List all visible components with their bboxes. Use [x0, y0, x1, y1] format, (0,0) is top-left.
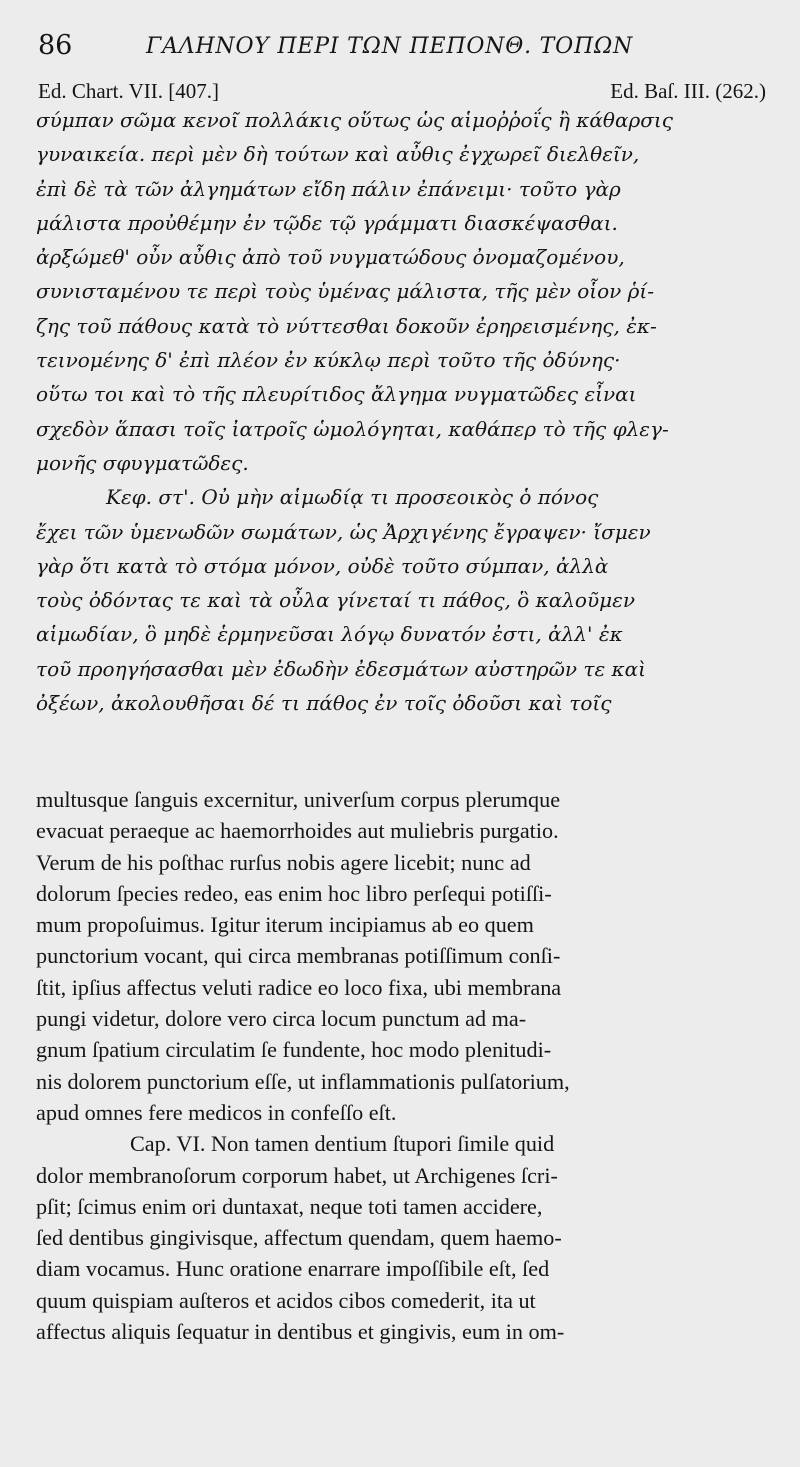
greek-text-block — [36, 103, 766, 720]
greek-line: γὰρ ὅτι κατὰ τὸ στόμα μόνον, οὐδὲ τοῦτο σύμπαν, ἀλλὰ — [36, 553, 609, 578]
edition-reference-right: Ed. Baſ. III. (262.) — [610, 79, 766, 103]
greek-line: αἱμωδίαν, ὃ μηδὲ ἑρμηνεῦσαι λόγῳ δυνατόν ἐστι, ἀλλ' ἐκ — [36, 622, 623, 647]
greek-line: μονῆς σφυγματῶδες. — [36, 450, 249, 475]
greek-line: οὕτω τοι καὶ τὸ τῆς πλευρίτιδος ἄλγημα νυγματῶδες εἶναι — [36, 382, 637, 407]
greek-line: τοὺς ὀδόντας τε καὶ τὰ οὖλα γίνεταί τι πάθος, ὃ καλοῦμεν — [36, 588, 636, 613]
latin-line: punctorium vocant, qui circa membranas potiſſimum conſi- — [36, 943, 561, 969]
greek-line: μάλιστα προὐθέμην ἐν τῷδε τῷ γράμματι διασκέψασθαι. — [36, 210, 618, 235]
greek-line: ἔχει τῶν ὑμενωδῶν σωμάτων, ὡς Ἀρχιγένης ἔγραψεν· ἴσμεν — [36, 519, 651, 544]
greek-line: σύμπαν σῶμα κενοῖ πολλάκις οὕτως ὡς αἱμοῤῥοΐς ἢ κάθαρσις — [36, 108, 673, 132]
latin-text-block — [36, 784, 766, 1347]
latin-line: affectus aliquis ſequatur in dentibus et gingivis, eum in om- — [36, 1319, 565, 1345]
edition-reference-left: Ed. Chart. VII. [407.] — [38, 79, 219, 103]
greek-line: γυναικεία. περὶ μὲν δὴ τούτων καὶ αὖθις ἐγχωρεῖ διελθεῖν, — [36, 142, 640, 167]
latin-line: ſed dentibus gingivisque, affectum quendam, quem haemo- — [36, 1225, 562, 1251]
greek-line: τοῦ προηγήσασθαι μὲν ἐδωδὴν ἐδεσμάτων αὐστηρῶν τε καὶ — [36, 656, 647, 681]
greek-line: σχεδὸν ἅπασι τοῖς ἰατροῖς ὡμολόγηται, καθάπερ τὸ τῆς φλεγ- — [36, 416, 669, 441]
greek-line: συνισταμένου τε περὶ τοὺς ὑμένας μάλιστα, τῆς μὲν οἷον ῥί- — [36, 279, 655, 304]
greek-chapter-heading-line: Κεφ. στ'. Οὐ μὴν αἱμωδίᾳ τι προσεοικὸς ὁ πόνος — [106, 485, 599, 510]
latin-line: ſtit, ipſius affectus veluti radice eo loco fixa, ubi membrana — [36, 974, 562, 1000]
latin-line: pungi videtur, dolore vero circa locum punctum ad ma- — [36, 1006, 527, 1032]
latin-line: dolor membranoſorum corporum habet, ut Archigenes ſcri- — [36, 1162, 558, 1188]
greek-line: ἐπὶ δὲ τὰ τῶν ἀλγημάτων εἴδη πάλιν ἐπάνειμι· τοῦτο γὰρ — [36, 176, 621, 201]
greek-line: ἀρξώμεθ' οὖν αὖθις ἀπὸ τοῦ νυγματώδους ὀνομαζομένου, — [36, 245, 625, 270]
latin-line: Verum de his poſthac rurſus nobis agere licebit; nunc ad — [36, 849, 531, 875]
latin-line: diam vocamus. Hunc oratione enarrare impoſſibile eſt, ſed — [36, 1256, 550, 1282]
greek-line: τεινομένης δ' ἐπὶ πλέον ἐν κύκλῳ περὶ τοῦτο τῆς ὀδύνης· — [36, 348, 621, 373]
running-header — [38, 30, 758, 64]
greek-line: ζης τοῦ πάθους κατὰ τὸ νύττεσθαι δοκοῦν ἐρηρεισμένης, ἐκ- — [36, 313, 657, 338]
latin-line: multusque ſanguis excernitur, univerſum corpus plerumque — [36, 787, 561, 812]
page-number: 86 — [38, 30, 73, 61]
latin-chapter-heading-line: Cap. VI. Non tamen dentium ſtupori ſimile quid — [130, 1131, 555, 1157]
latin-line: gnum ſpatium circulatim ſe fundente, hoc modo plenitudi- — [36, 1037, 552, 1063]
running-title: ΓΑΛΗΝΟΥ ΠΕΡΙ ΤΩΝ ΠΕΠΟΝΘ. ΤΟΠΩΝ — [146, 34, 634, 59]
latin-line: mum propoſuimus. Igitur iterum incipiamus ab eo quem — [36, 912, 534, 938]
latin-line: nis dolorem punctorium eſſe, ut inflammationis pulſatorium, — [36, 1068, 570, 1094]
latin-line: quum quispiam auſteros et acidos cibos comederit, ita ut — [36, 1287, 536, 1313]
edition-references — [38, 78, 766, 106]
latin-line: apud omnes fere medicos in confeſſo eſt. — [36, 1099, 397, 1125]
greek-line: ὀξέων, ἀκολουθῆσαι δέ τι πάθος ἐν τοῖς ὀδοῦσι καὶ τοῖς — [36, 691, 612, 716]
latin-line: pſit; ſcimus enim ori duntaxat, neque toti tamen accidere, — [36, 1193, 543, 1219]
latin-line: evacuat peraeque ac haemorrhoides aut muliebris purgatio. — [36, 818, 559, 844]
latin-line: dolorum ſpecies redeo, eas enim hoc libro perſequi potiſſi- — [36, 880, 552, 906]
